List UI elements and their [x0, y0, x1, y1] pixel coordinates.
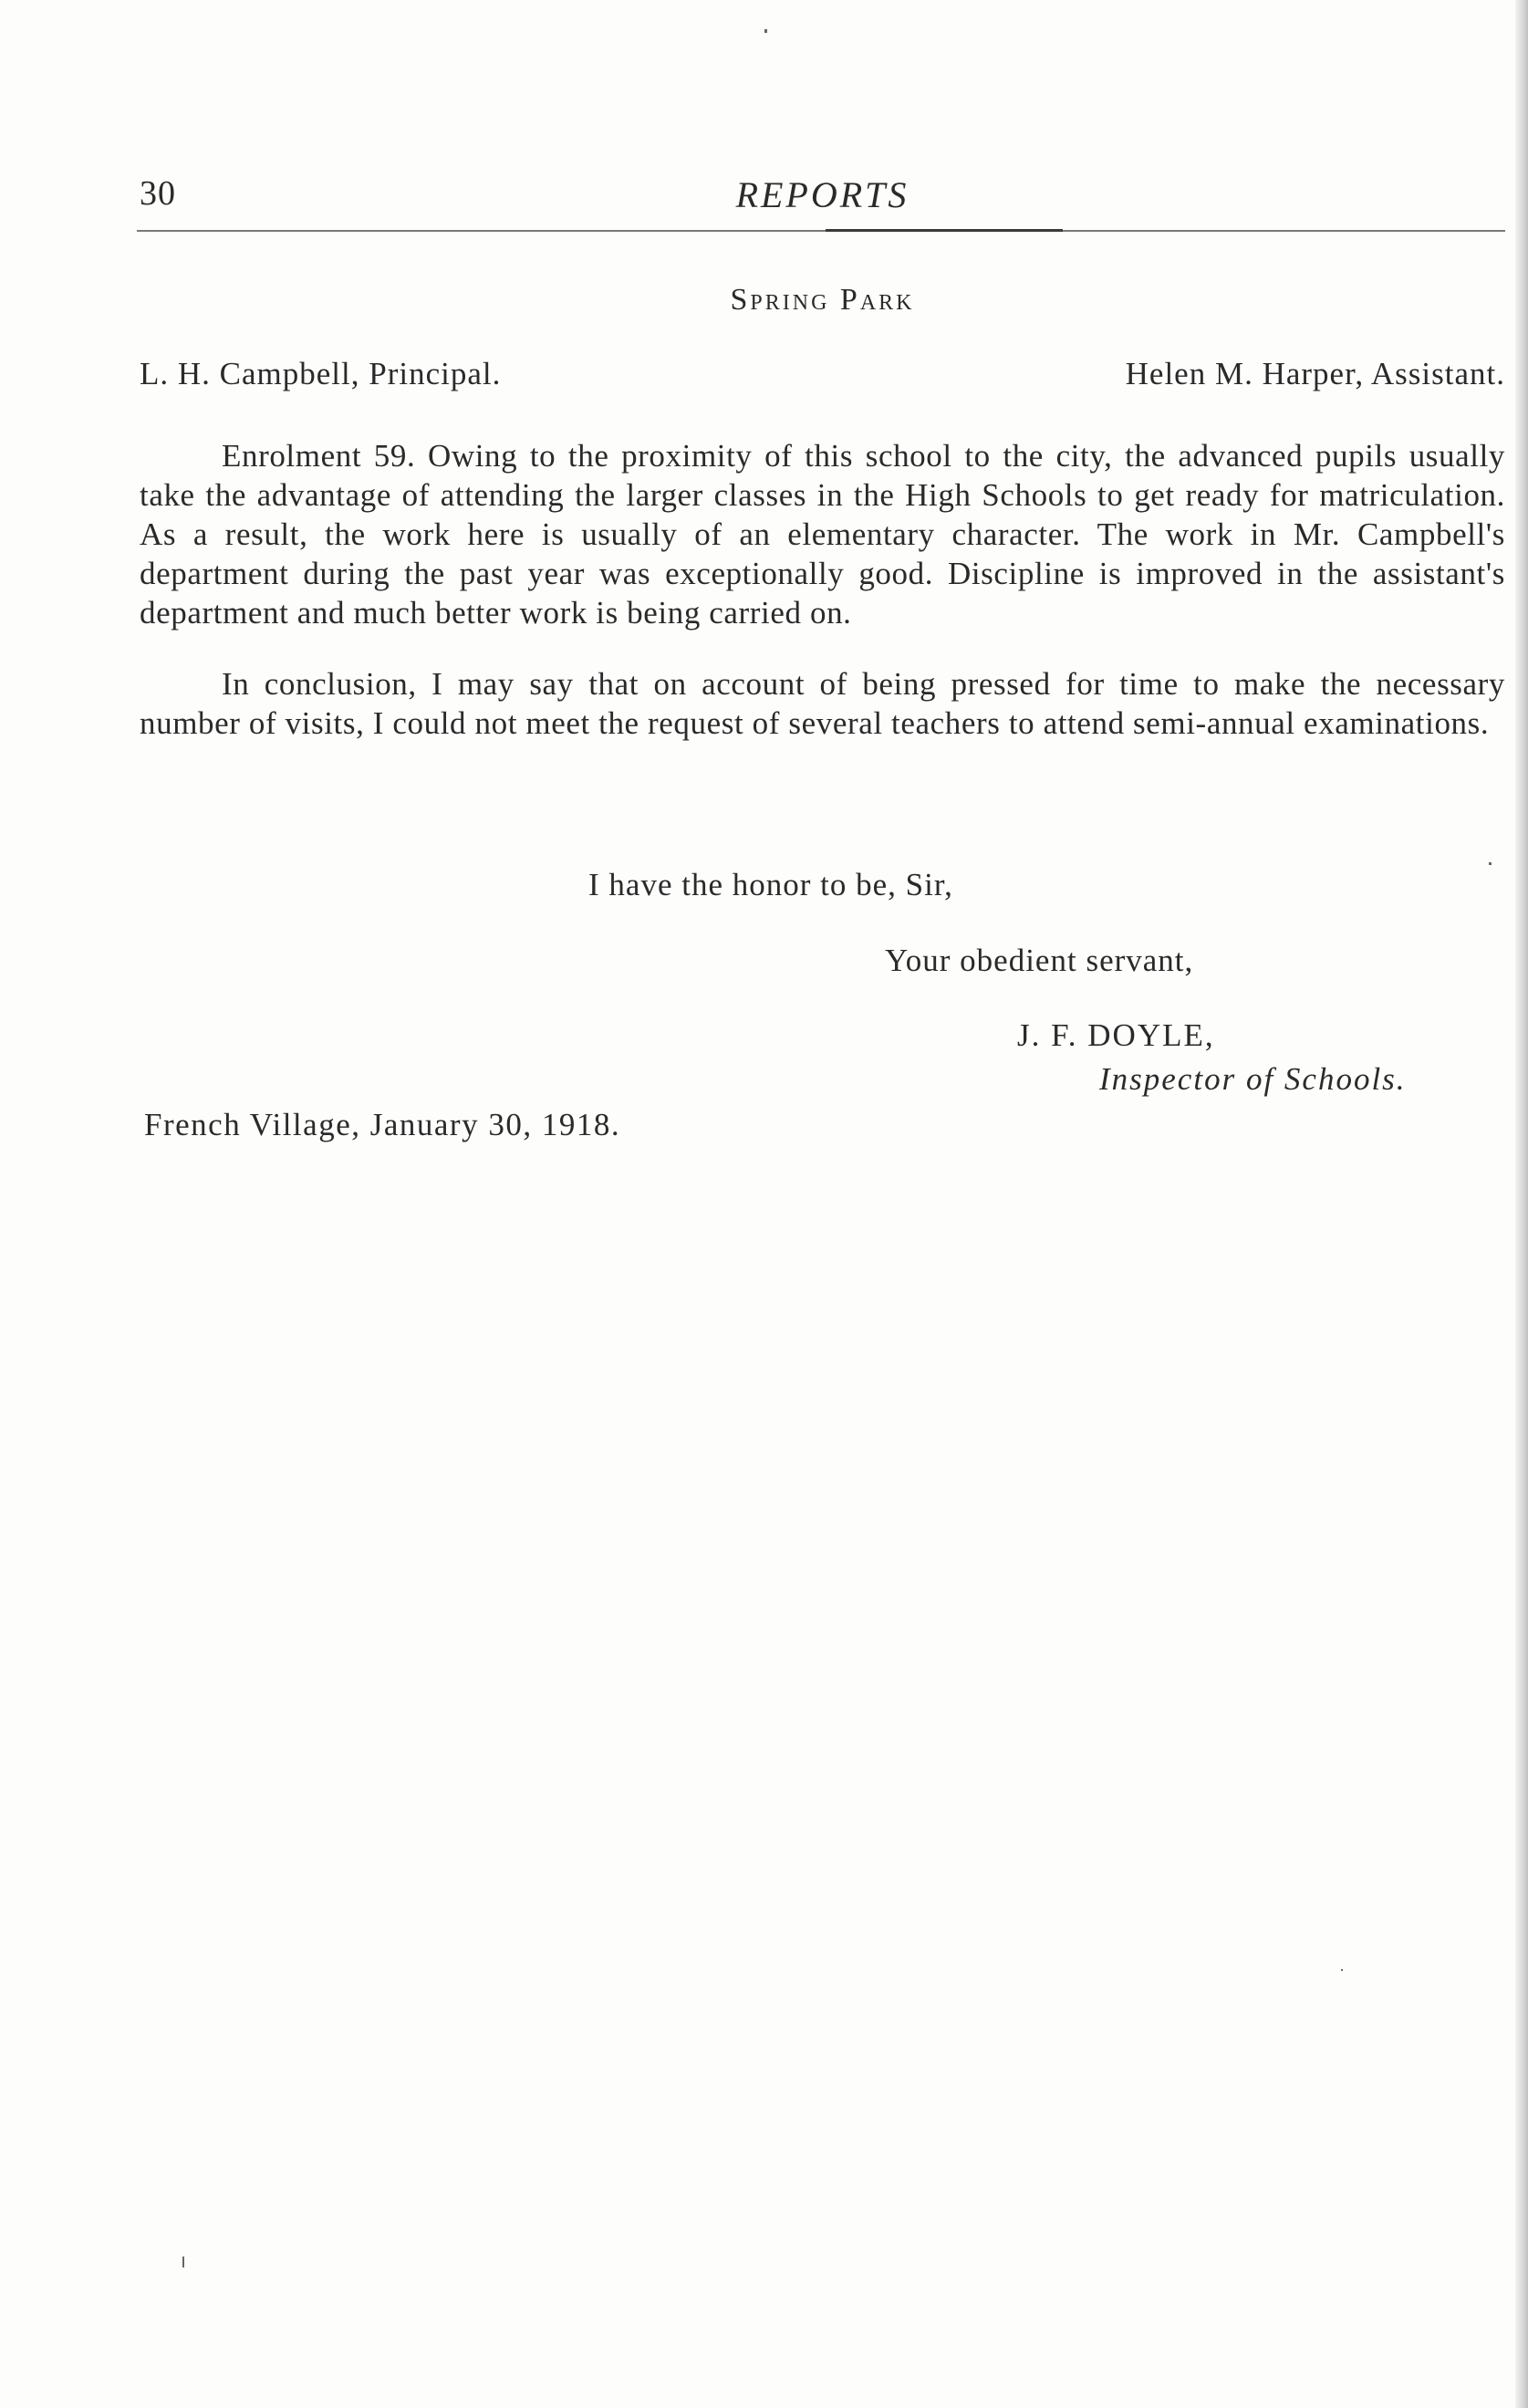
report-body — [140, 436, 1505, 775]
paragraph-enrolment: Enrolment 59. Owing to the proximity of this school to the city, the advanced pupils usually take the advantage of attending the larger classes in the High Schools to get ready for matriculation. As a result, the work here is usually of an elementary character. The work in Mr. Campbell's department during the past year was exceptionally good. Discipline is improved in the assistant's department and much better work is being carried on. — [140, 438, 1505, 631]
signature-title: Inspector of Schools. — [1099, 1061, 1407, 1097]
assistant-name: Helen M. Harper, Assistant. — [1125, 356, 1505, 391]
page-edge-shadow — [1515, 0, 1528, 2408]
running-head: REPORTS — [735, 174, 910, 215]
principal-name: L. H. Campbell, Principal. — [140, 356, 502, 391]
scan-speck — [764, 29, 767, 33]
closing-salutation: I have the honor to be, Sir, — [588, 867, 953, 902]
scan-speck — [1341, 1969, 1343, 1971]
signature-name: J. F. DOYLE, — [1017, 1017, 1215, 1053]
section-title: Spring Park — [730, 283, 915, 317]
scan-speck — [182, 2257, 184, 2267]
page-number: 30 — [140, 174, 176, 213]
closing-signoff: Your obedient servant, — [885, 943, 1194, 978]
scan-speck — [1489, 862, 1492, 865]
paragraph-conclusion: In conclusion, I may say that on account of being pressed for time to make the necessary number of visits, I could not meet the request of several teachers to attend semi-annual examinations. — [140, 666, 1505, 741]
place-date: French Village, January 30, 1918. — [144, 1107, 621, 1142]
page-header — [140, 173, 1505, 228]
header-rule — [137, 230, 1505, 232]
header-rule-accent — [826, 229, 1063, 232]
